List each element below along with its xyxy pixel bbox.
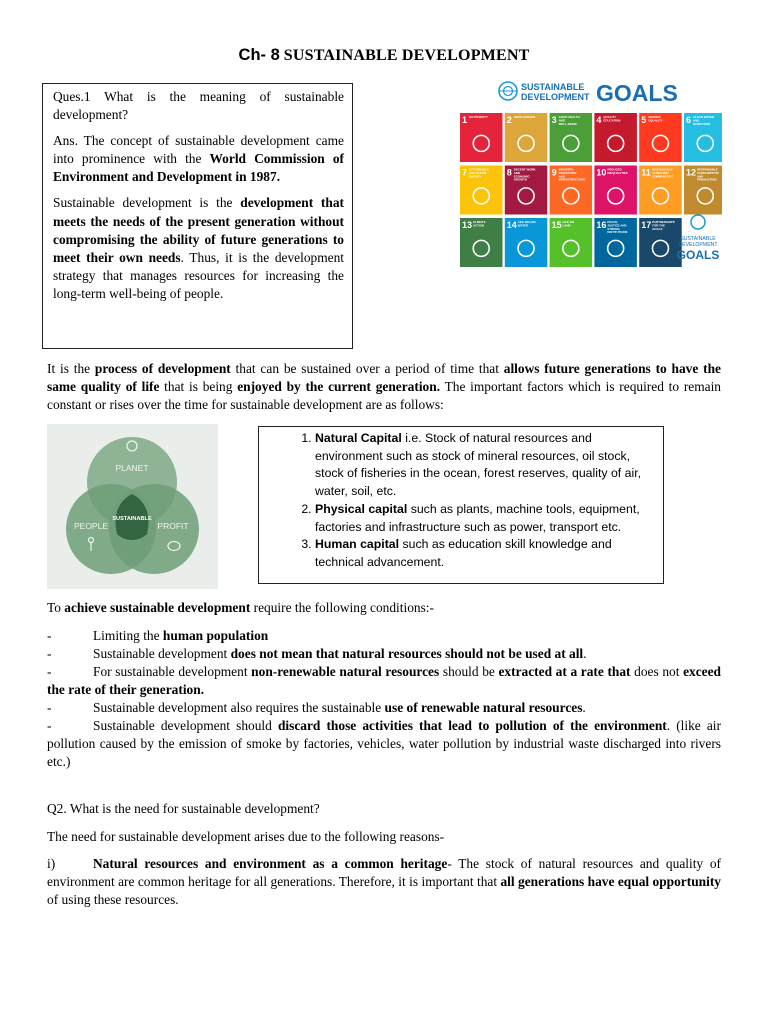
condition-item: - Sustainable development also requires the sustainable use of renewable natural resources. [47,700,586,715]
condition-item: - Sustainable development should discard those activities that lead to pollution of the environment. (like air pollution caused by the emission of smoke by factories, vehicles, water pollution by industrial waste discharged into rivers etc.) [47,718,721,770]
sdg-tile-number: 14 [506,220,517,230]
venn-planet-label: PLANET [115,463,149,473]
sdg-tile [460,218,503,267]
sdg-tile-number: 5 [641,115,647,125]
sdg-tile-label: ZERO HUNGER [513,115,536,119]
capital-natural: 1. Natural Capital i.e. Stock of natural resources and environment such as stock of mineral resources, oil stock, stock of fisheries in the ocean, forest reserves, quality of air, water, soil, etc. [315,430,655,501]
sdg-tile-number: 17 [641,220,652,230]
page-title [0,46,768,65]
condition-item: - Sustainable development does not mean that natural resources should not be used at all. [47,646,587,661]
sdg-tile-number: 13 [462,220,473,230]
question-1-box [42,83,353,349]
sdg-tile [550,218,593,267]
sdg-tile-number: 11 [641,167,651,178]
sdg-tile [594,166,637,215]
sdg-tile-number: 8 [506,167,512,178]
condition-item: - Limiting the human population [47,628,269,643]
sdg-tile-label: RESPONSIBLE CONSUMPTION AND PRODUCTION [697,167,719,182]
sdg-tile [639,113,682,162]
intro-paragraph: It is the process of development that can be sustained over a period of time that allows future generations to have the same quality of life that is being enjoyed by the current generation. The important factors which is required to remain constant or rises over the time for sustainable development are as follows: [47,361,721,413]
sdg-tile-label: PEACE, JUSTICE AND STRONG INSTITUTIONS [607,220,628,235]
sdg-tile-label: SUSTAINABLE CITIES AND COMMUNITIES [652,167,673,179]
question-1: Ques.1 What is the meaning of sustainable development? [53,89,344,123]
sdg-tile-number: 15 [551,220,562,230]
reason-1: i) Natural resources and environment as a common heritage- The stock of natural resources and quality of environment are common heritage for all generations. Therefore, it is important that all generations have equal opportunity of using these resources. [47,856,722,908]
sdg-tile-label: LIFE BELOW WATER [517,220,536,228]
sdg-tile [594,218,637,267]
sdg-tile-label: GOOD HEALTH AND WELL-BEING [558,115,580,126]
sdg-tile-number: 9 [551,167,557,178]
sdg-tile [505,113,548,162]
sdg-tile-number: 4 [596,115,602,125]
sdg-tile [460,166,503,215]
capitals-list [259,430,655,572]
conditions-heading: To achieve sustainable development require the following conditions:- [47,600,434,615]
sdg-tile [594,113,637,162]
sdg-tile-number: 6 [686,115,692,125]
sdg-tile-number: 3 [551,115,557,125]
question-2-intro: The need for sustainable development arises due to the following reasons- [47,829,445,844]
sdg-tile [505,218,548,267]
corner-goals: GOALS [676,248,720,262]
sdg-tile-label: DECENT WORK AND ECONOMIC GROWTH [513,167,536,182]
venn-people-label: PEOPLE [73,521,109,531]
sdg-header-line2: DEVELOPMENT [521,92,590,102]
corner-line2: DEVELOPMENT [678,242,718,248]
sdg-tile-label: PARTNERSHIPS FOR THE GOALS [652,220,675,231]
sdg-tile [550,166,593,215]
sdg-tile-label: AFFORDABLE AND CLEAN ENERGY [469,167,489,179]
venn-profit-label: PROFIT [157,521,189,531]
sdg-tile-label: CLEAN WATER AND SANITATION [693,115,714,126]
capital-physical: 2. Physical capital such as plants, machine tools, equipment, factories and infrastructure such as power, transport etc. [315,501,655,536]
sdg-tile [639,166,682,215]
sdg-tile-label: QUALITY EDUCATION [603,115,621,123]
sdg-tile-label: REDUCED INEQUALITIES [607,167,628,175]
un-emblem-icon [499,82,517,100]
sdg-tile-number: 10 [596,167,607,178]
definition: Sustainable development is the development that meets the needs of the present generation without compromising the ability of future generations to meet their own needs. Thus, it is the development strategy that manages resources for increasing the long-term well-being of people. [53,195,344,301]
sdg-tile [639,218,682,267]
sdg-goals-image [458,80,722,268]
capital-human: 3. Human capital such as education skill knowledge and technical advancement. [315,536,655,571]
chapter-number: Ch- 8 [238,46,280,64]
capitals-box [258,426,664,584]
sdg-tile [505,166,548,215]
chapter-title: SUSTAINABLE DEVELOPMENT [283,47,530,64]
sdg-corner-logo [677,215,720,262]
sdg-header-goals: GOALS [596,80,678,106]
sdg-tile-label: NO POVERTY [469,115,488,119]
sdg-tile-number: 7 [462,167,468,178]
venn-diagram [47,424,218,589]
sdg-tile-label: LIFE ON LAND [562,220,575,228]
sdg-header-line1: SUSTAINABLE [521,82,585,92]
question-2: Q2. What is the need for sustainable development? [47,801,320,816]
sdg-tile [684,166,722,215]
sdg-tile [460,113,503,162]
sdg-tile-label: INDUSTRY, INNOVATION AND INFRASTRUCTURE [558,167,586,182]
venn-center-label: SUSTAINABLE [112,516,152,522]
corner-line1: SUSTAINABLE [680,236,716,242]
sdg-tile-label: GENDER EQUALITY [648,115,663,123]
sdg-goals-graphic [458,80,722,268]
sdg-tile [684,113,722,162]
sdg-tile-number: 2 [506,115,512,125]
sdg-tile-label: CLIMATE ACTION [473,220,486,228]
condition-item: - For sustainable development non-renewable natural resources should be extracted at a rate that does not exceed the rate of their generation. [47,664,721,698]
sdg-tile [550,113,593,162]
sdg-tile-number: 1 [462,115,468,125]
answer-1: Ans. The concept of sustainable development came into prominence with the World Commission of Environment and Development in 1987. [53,133,344,185]
sdg-tile-number: 16 [596,220,607,230]
sdg-tile-number: 12 [686,167,697,178]
